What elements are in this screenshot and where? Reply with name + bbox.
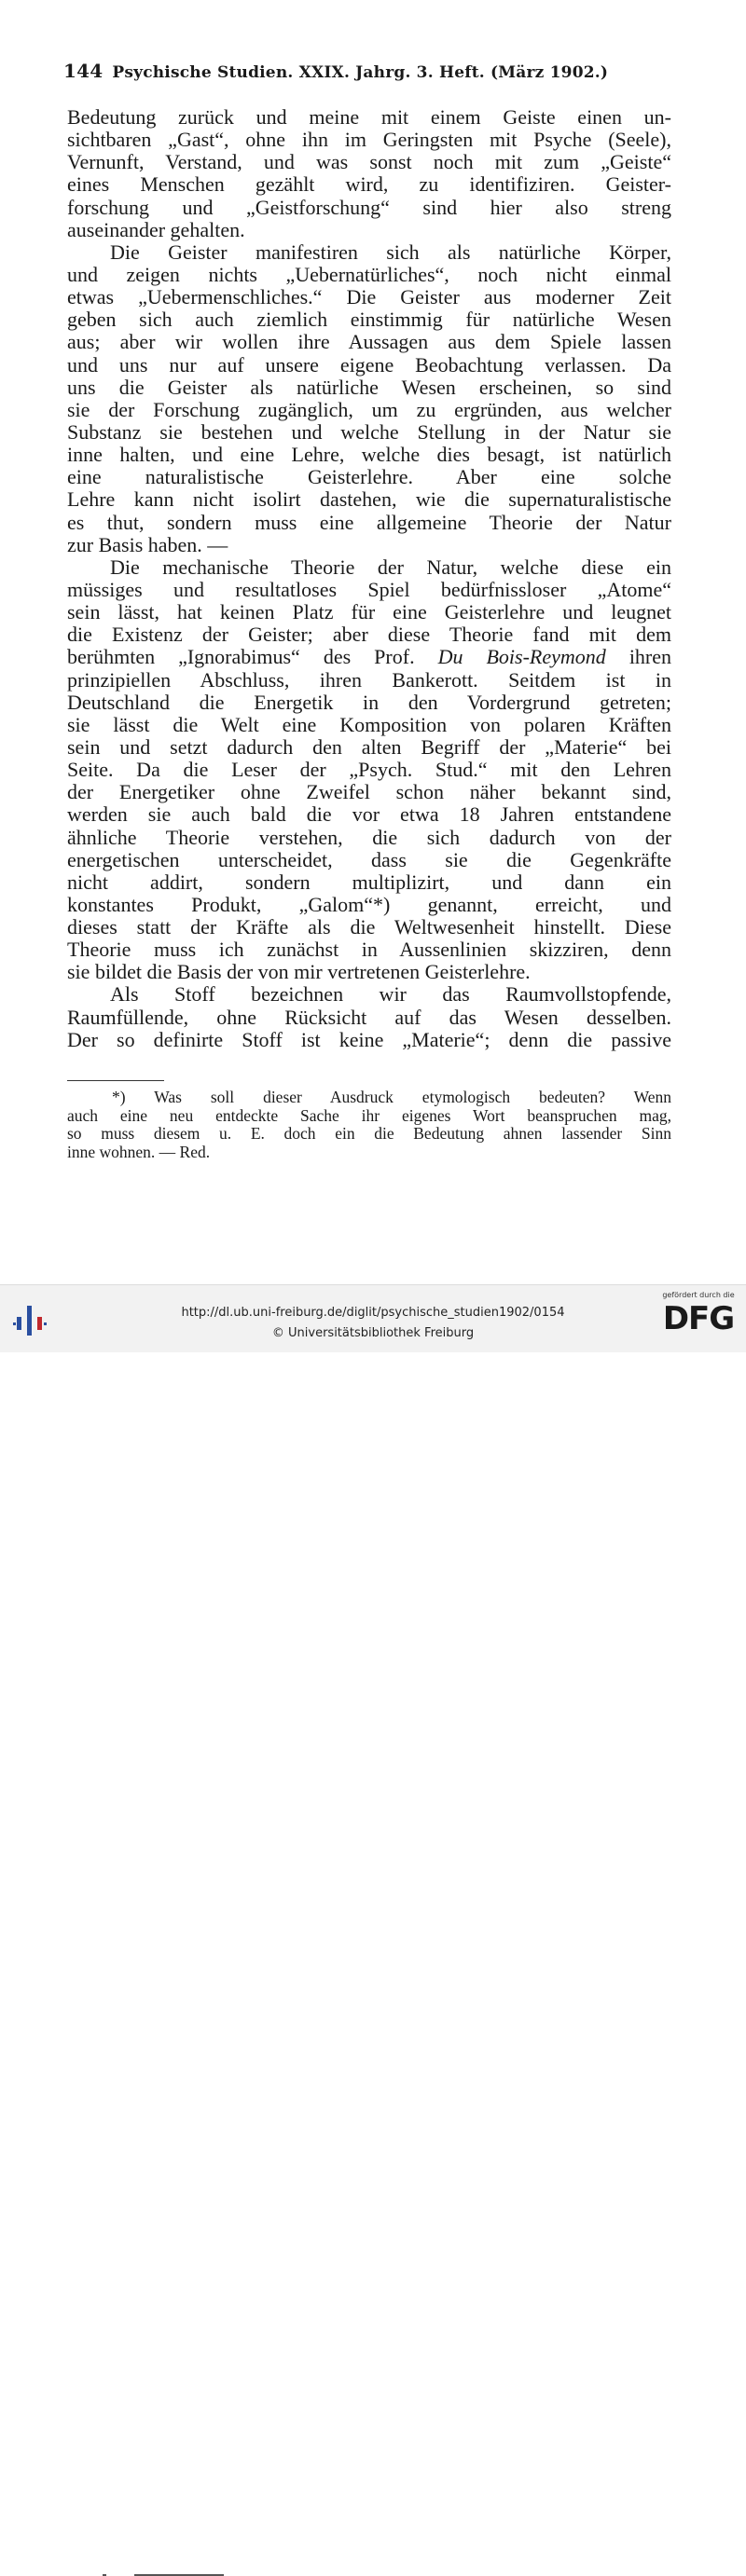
text-line: konstantes Produkt, „Galom“*) genannt, erreicht, und xyxy=(67,893,671,916)
text-line: die Existenz der Geister; aber diese Theorie fand mit dem xyxy=(67,623,671,647)
footnote-line: auch eine neu entdeckte Sache ihr eigenes Wort beanspruchen mag, xyxy=(67,1106,671,1125)
text-line: sie der Forschung zugänglich, um zu ergründen, aus welcher xyxy=(67,398,671,421)
author-name: Du Bois-Reymond xyxy=(437,646,606,669)
text-line: Die Geister manifestiren sich als natürliche Körper, xyxy=(110,240,671,264)
dfg-caption: gefördert durch die xyxy=(662,1291,735,1299)
text-line: geben sich auch ziemlich einstimmig für natürliche Wesen xyxy=(67,308,671,332)
text-line: Der so definirte Stoff ist keine „Materie“; denn die passive xyxy=(67,1028,671,1051)
text-line: zur Basis haben. — xyxy=(67,533,228,556)
page-number: 144 xyxy=(63,60,104,82)
text-line: sein lässt, hat keinen Platz für eine Geisterlehre und leugnet xyxy=(67,601,671,624)
running-title: Psychische Studien. XXIX. Jahrg. 3. Heft. (März 1902.) xyxy=(112,63,609,82)
text-line: aus; aber wir wollen ihre Aussagen aus dem Spiele lassen xyxy=(67,331,671,354)
text-line: Substanz sie bestehen und welche Stellung in der Natur sie xyxy=(67,420,671,444)
book-page xyxy=(0,0,746,1284)
text-fragment: berühmten „Ignorabimus“ des Prof. xyxy=(67,646,415,669)
text-line: Raumfüllende, ohne Rücksicht auf das Wesen desselben. xyxy=(67,1006,671,1029)
text-line: prinzipiellen Abschluss, ihren Bankerott. Seitdem ist in xyxy=(67,668,671,692)
text-line: sie lässt die Welt eine Komposition von polaren Kräften xyxy=(67,713,671,736)
text-line: Die mechanische Theorie der Natur, welche diese ein xyxy=(110,555,671,579)
text-line: der Energetiker ohne Zweifel schon näher bekannt sind, xyxy=(67,781,671,804)
text-line: energetischen unterscheidet, dass sie die Gegenkräfte xyxy=(67,848,671,871)
text-line: etwas „Uebermenschliches.“ Die Geister aus moderner Zeit xyxy=(67,286,671,309)
text-line: Als Stoff bezeichnen wir das Raumvollstopfende, xyxy=(110,983,671,1007)
text-line: es thut, sondern muss eine allgemeine Theorie der Natur xyxy=(67,511,671,534)
text-line: uns die Geister als natürliche Wesen erscheinen, so sind xyxy=(67,376,671,399)
text-line: inne halten, und eine Lehre, welche dies besagt, ist natürlich xyxy=(67,444,671,467)
footnote-line: so muss diesem u. E. doch ein die Bedeutung ahnen lassender Sinn xyxy=(67,1125,671,1143)
source-url[interactable]: http://dl.ub.uni-freiburg.de/diglit/psychische_studien1902/0154 xyxy=(181,1306,565,1320)
text-line: ähnliche Theorie verstehen, die sich dadurch von der xyxy=(67,826,671,849)
text-line: und uns nur auf unsere eigene Beobachtung verlassen. Da xyxy=(67,353,671,377)
text-line: Bedeutung zurück und meine mit einem Geiste einen un- xyxy=(67,106,671,129)
text-line: sein und setzt dadurch den alten Begriff der „Materie“ bei xyxy=(67,735,671,759)
text-line: Vernunft, Verstand, und was sonst noch mit zum „Geiste“ xyxy=(67,151,671,174)
text-line: Theorie muss ich zunächst in Aussenlinien skizziren, denn xyxy=(67,939,671,962)
text-line xyxy=(67,646,671,668)
footnote-line: *) Was soll dieser Ausdruck etymologisch bedeuten? Wenn xyxy=(112,1089,671,1106)
text-fragment: ihren xyxy=(629,646,671,669)
text-line: und zeigen nichts „Uebernatürliches“, noch nicht einmal xyxy=(67,263,671,286)
text-line: auseinander gehalten. xyxy=(67,218,245,241)
dfg-logo[interactable] xyxy=(660,1291,737,1337)
running-header xyxy=(63,60,679,82)
text-line: sie bildet die Basis der von mir vertretenen Geisterlehre. xyxy=(67,961,531,984)
text-line: werden sie auch bald die vor etwa 18 Jahren entstandene xyxy=(67,803,671,827)
text-line: nicht addirt, sondern multiplizirt, und dann ein xyxy=(67,870,671,894)
copyright: © Universitätsbibliothek Freiburg xyxy=(271,1326,475,1340)
dfg-wordmark: DFG xyxy=(662,1300,735,1337)
text-line: Lehre kann nicht isolirt dastehen, wie die supernaturalistische xyxy=(67,488,671,512)
text-line: dieses statt der Kräfte als die Weltwesenheit hinstellt. Diese xyxy=(67,916,671,939)
body-text xyxy=(67,106,671,1051)
text-line: Deutschland die Energetik in den Vordergrund getreten; xyxy=(67,691,671,714)
text-line: forschung und „Geistforschung“ sind hier also streng xyxy=(67,196,671,219)
text-line: eines Menschen gezählt wird, zu identifiziren. Geister- xyxy=(67,173,671,197)
text-line: Seite. Da die Leser der „Psych. Stud.“ mit den Lehren xyxy=(67,759,671,782)
text-line: sichtbaren „Gast“, ohne ihn im Geringsten mit Psyche (Seele), xyxy=(67,129,671,152)
text-line: müssiges und resultatloses Spiel bedürfnissloser „Atome“ xyxy=(67,578,671,601)
text-line: eine naturalistische Geisterlehre. Aber eine solche xyxy=(67,466,671,489)
footnote-divider xyxy=(67,1080,164,1081)
viewer-footer xyxy=(0,1284,746,1352)
footnote-line: inne wohnen. — Red. xyxy=(67,1143,211,1161)
footnote xyxy=(67,1089,671,1161)
